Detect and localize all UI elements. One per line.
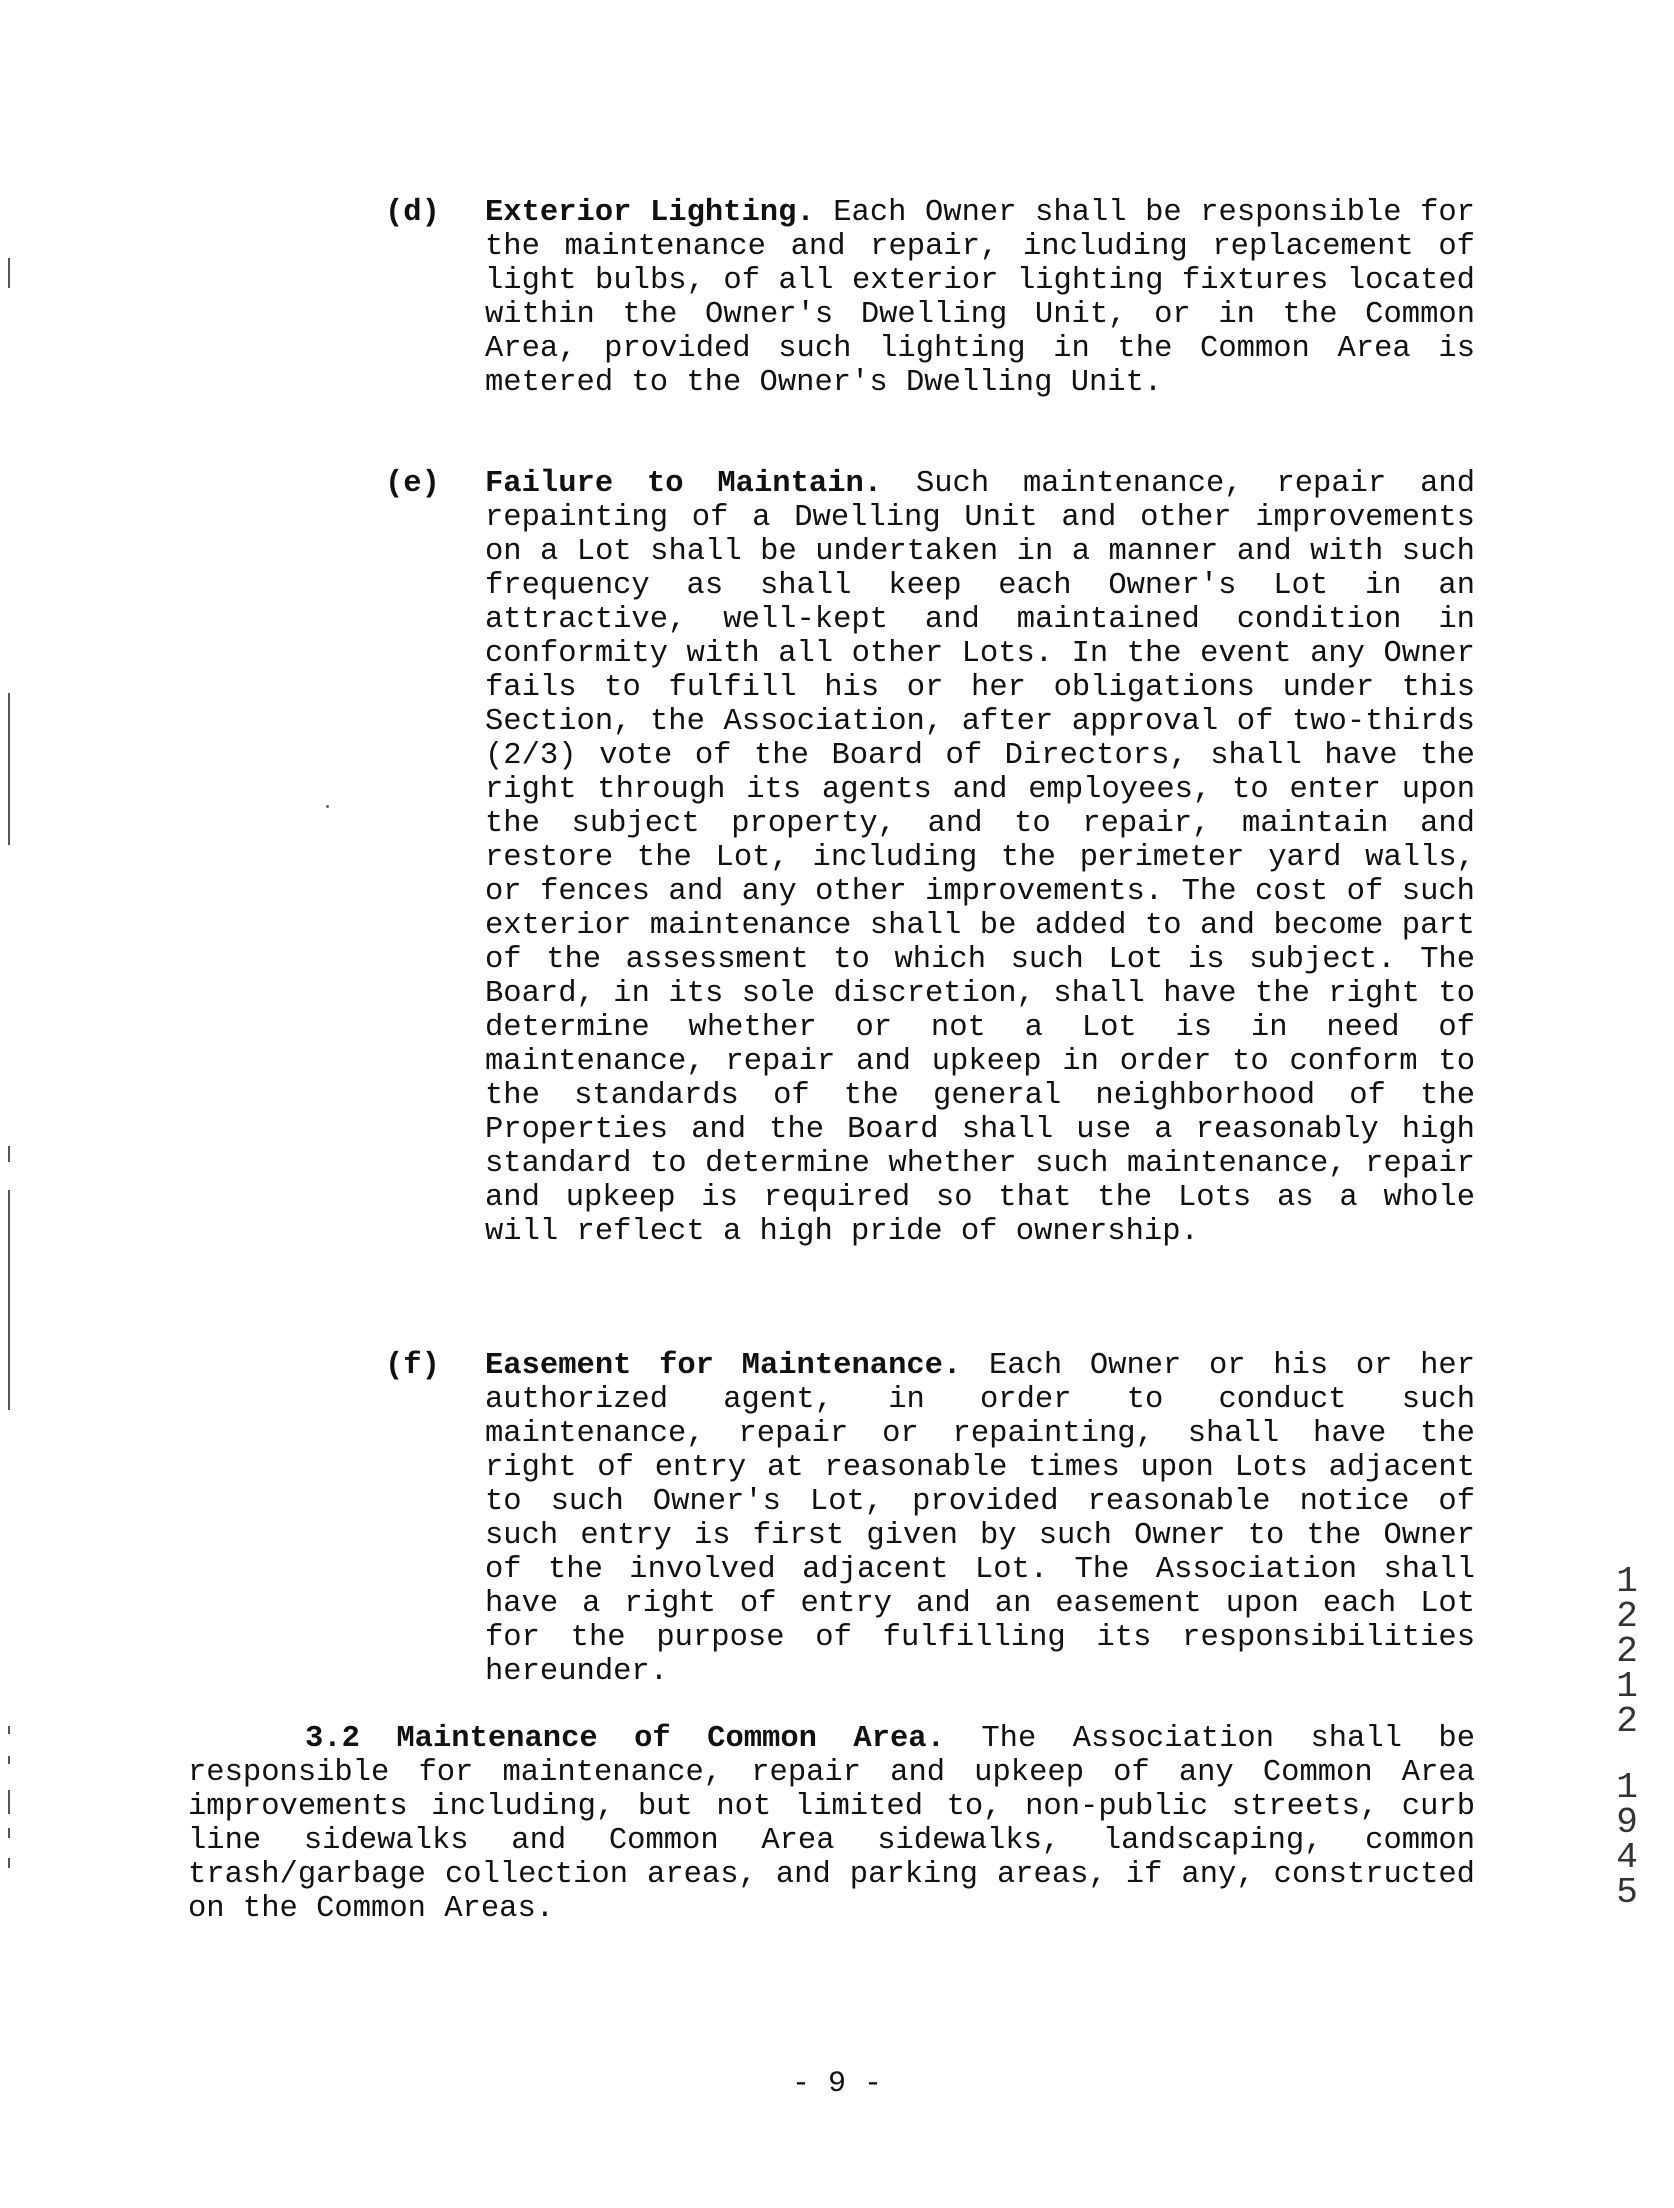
- subsection-text: [485, 196, 1475, 400]
- margin-scan-mark: [8, 1726, 10, 1734]
- subsection-heading: Easement for Maintenance.: [485, 1349, 962, 1383]
- margin-scan-mark: [8, 693, 10, 845]
- page-number: - 9 -: [791, 2067, 882, 2101]
- margin-scan-mark: [8, 1858, 10, 1868]
- margin-scan-mark: [8, 1146, 10, 1162]
- stamp-digit: 4: [1616, 1837, 1638, 1878]
- subsection-body: Each Owner or his or her authorized agent, in order to conduct such maintenance, repair or repainting, shall have the right of entry at reasonable times upon Lots adjacent to such Owner's Lot, provided reasonable notice of such entry is first given by such Owner to the Owner of the involved adjacent Lot. The Association shall have a right of entry and an easement upon each Lot for the purpose of fulfilling its responsibilities hereunder.: [485, 1349, 1476, 1689]
- subsection-d: [385, 196, 1475, 400]
- subsection-marker: (e): [385, 467, 440, 501]
- margin-scan-mark: [8, 1790, 10, 1814]
- stamp-digit: 1: [1616, 1666, 1638, 1707]
- subsection-marker: (f): [385, 1349, 440, 1383]
- stamp-digit: 9: [1616, 1802, 1638, 1843]
- subsection-heading: Exterior Lighting.: [485, 196, 815, 230]
- section-number: 3.2: [305, 1722, 360, 1756]
- subsection-e: [385, 467, 1475, 1249]
- recording-number-stamp-lower: [1607, 1767, 1647, 1913]
- stamp-digit: 5: [1616, 1872, 1638, 1913]
- stamp-digit: 1: [1616, 1561, 1638, 1602]
- subsection-text: [485, 1349, 1475, 1689]
- margin-scan-mark: [8, 1190, 10, 1410]
- subsection-text: [485, 467, 1475, 1249]
- section-heading: Maintenance of Common Area.: [396, 1722, 945, 1756]
- stamp-digit: 2: [1616, 1596, 1638, 1637]
- subsection-body: Such maintenance, repair and repainting of a Dwelling Unit and other improvements on a Lot shall be undertaken in a manner and with such frequency as shall keep each Owner's Lot in an attractive, well-kept and maintained condition in conformity with all other Lots. In the event any Owner fails to fulfill his or her obligations under this Section, the Association, after approval of two-thirds (2/3) vote of the Board of Directors, shall have the right through its agents and employees, to enter upon the subject property, and to repair, maintain and restore the Lot, including the perimeter yard walls, or fences and any other improvements. The cost of such exterior maintenance shall be added to and become part of the assessment to which such Lot is subject. The Board, in its sole discretion, shall have the right to determine whether or not a Lot is in need of maintenance, repair and upkeep in order to conform to the standards of the general neighborhood of the Properties and the Board shall use a reasonably high standard to determine whether such maintenance, repair and upkeep is required so that the Lots as a whole will reflect a high pride of ownership.: [485, 467, 1475, 1249]
- subsection-heading: Failure to Maintain.: [485, 467, 883, 501]
- section-body: The Association shall be responsible for maintenance, repair and upkeep of any Common Area improvements including, but not limited to, non-public streets, curb line sidewalks and Common Area sidewalks, landscaping, common trash/garbage collection areas, and parking areas, if any, constructed on the Common Areas.: [188, 1722, 1475, 1926]
- stamp-digit: 2: [1616, 1701, 1638, 1742]
- margin-scan-mark: [8, 1828, 10, 1838]
- scan-speck: [326, 805, 329, 808]
- stamp-digit: 2: [1616, 1631, 1638, 1672]
- subsection-body: Each Owner shall be responsible for the maintenance and repair, including replacement of light bulbs, of all exterior lighting fixtures located within the Owner's Dwelling Unit, or in the Common Area, provided such lighting in the Common Area is metered to the Owner's Dwelling Unit.: [485, 196, 1475, 400]
- stamp-digit: 1: [1616, 1767, 1638, 1808]
- margin-scan-mark: [8, 1756, 10, 1764]
- recording-number-stamp-upper: [1607, 1561, 1647, 1742]
- subsection-marker: (d): [385, 196, 440, 230]
- section-3-2: [188, 1722, 1475, 1926]
- subsection-f: [385, 1349, 1475, 1689]
- margin-scan-mark: [8, 258, 10, 288]
